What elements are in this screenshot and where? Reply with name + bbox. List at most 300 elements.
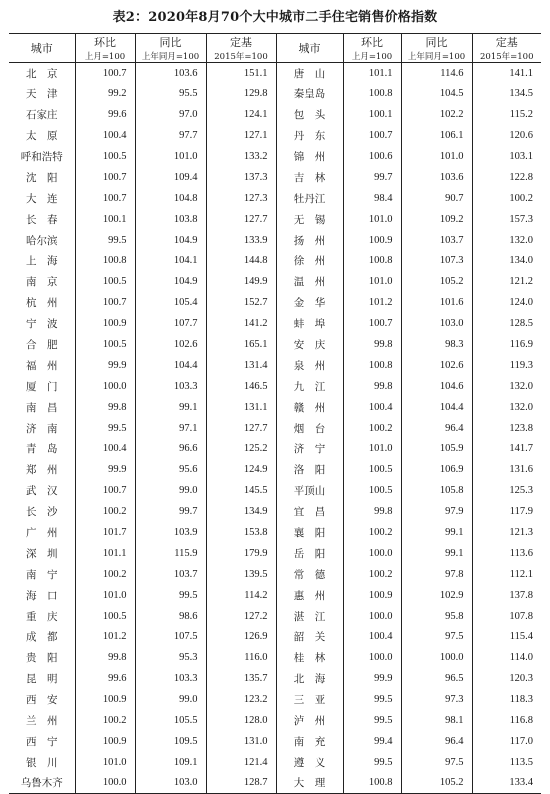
subheader-base-right: 2015年=100 [472,50,541,63]
right-mom-cell: 98.4 [343,188,401,209]
left-base-cell: 144.8 [206,251,276,272]
left-base-cell: 116.0 [206,647,276,668]
left-yoy-cell: 102.6 [135,334,206,355]
right-base-cell: 107.8 [472,606,541,627]
table-row [9,83,541,104]
table-row [9,104,541,125]
left-base-cell: 152.7 [206,292,276,313]
table-row [9,627,541,648]
left-mom-cell: 100.9 [75,313,135,334]
left-mom-cell: 100.9 [75,689,135,710]
left-city-cell: 郑 州 [26,464,58,477]
right-yoy-cell: 105.2 [401,271,472,292]
right-yoy-cell: 105.8 [401,480,472,501]
right-base-cell: 125.3 [472,480,541,501]
table-row [9,146,541,167]
left-mom-cell: 99.5 [75,230,135,251]
right-city-cell: 湛 江 [276,606,343,627]
left-yoy-cell: 95.6 [135,459,206,480]
right-yoy-cell: 103.7 [401,230,472,251]
left-base-cell: 139.5 [206,564,276,585]
left-yoy-cell: 101.0 [135,146,206,167]
right-base-cell: 117.9 [472,501,541,522]
right-yoy-cell: 95.8 [401,606,472,627]
right-yoy-cell: 97.9 [401,501,472,522]
right-city-cell: 泉 州 [276,355,343,376]
left-mom-cell: 101.7 [75,522,135,543]
left-yoy-cell: 99.0 [135,480,206,501]
right-city-cell: 赣 州 [276,397,343,418]
right-mom-cell: 99.9 [343,668,401,689]
left-base-cell: 133.9 [206,230,276,251]
right-city-cell: 洛 阳 [276,459,343,480]
left-base-cell: 131.1 [206,397,276,418]
right-yoy-cell: 109.2 [401,209,472,230]
left-city-cell: 贵 阳 [26,652,58,665]
left-yoy-cell: 95.5 [135,83,206,104]
table-row [9,731,541,752]
left-city-cell: 宁 波 [26,318,58,331]
left-base-cell: 127.7 [206,418,276,439]
subheader-base-left: 2015年=100 [206,50,276,63]
right-yoy-cell: 100.0 [401,647,472,668]
left-base-cell: 131.4 [206,355,276,376]
right-yoy-cell: 114.6 [401,63,472,84]
right-mom-cell: 100.2 [343,522,401,543]
right-base-cell: 118.3 [472,689,541,710]
right-mom-cell: 101.1 [343,63,401,84]
right-city-cell: 无 锡 [276,209,343,230]
right-base-cell: 115.2 [472,104,541,125]
table-row [9,418,541,439]
table-row [9,522,541,543]
left-city-cell: 重 庆 [26,610,58,623]
left-base-cell: 134.9 [206,501,276,522]
left-city-cell: 乌鲁木齐 [9,773,75,794]
header-base-right: 定基 [472,34,541,51]
right-mom-cell: 100.1 [343,104,401,125]
table-row [9,480,541,501]
right-city-cell: 九 江 [276,376,343,397]
table-row [9,188,541,209]
right-mom-cell: 99.8 [343,376,401,397]
table-row [9,355,541,376]
left-mom-cell: 99.6 [75,104,135,125]
right-city-cell: 常 德 [276,564,343,585]
right-mom-cell: 99.7 [343,167,401,188]
left-mom-cell: 100.2 [75,501,135,522]
left-yoy-cell: 105.5 [135,710,206,731]
right-city-cell: 三 亚 [276,689,343,710]
left-base-cell: 123.2 [206,689,276,710]
table-row [9,689,541,710]
subheader-yoy-right: 上年同月=100 [401,50,472,63]
right-base-cell: 117.0 [472,731,541,752]
left-city-cell: 南 京 [26,276,58,289]
right-mom-cell: 100.5 [343,459,401,480]
left-base-cell: 133.2 [206,146,276,167]
left-base-cell: 124.9 [206,459,276,480]
right-city-cell: 北 海 [276,668,343,689]
left-city-cell: 长 春 [26,213,58,226]
left-yoy-cell: 98.6 [135,606,206,627]
left-city-cell: 青 岛 [26,443,58,456]
right-yoy-cell: 98.1 [401,710,472,731]
left-yoy-cell: 109.5 [135,731,206,752]
right-city-cell: 包 头 [276,104,343,125]
header-mom-left: 环比 [75,34,135,51]
right-mom-cell: 100.5 [343,480,401,501]
left-base-cell: 149.9 [206,271,276,292]
right-yoy-cell: 96.4 [401,731,472,752]
right-yoy-cell: 105.9 [401,439,472,460]
right-city-cell: 泸 州 [276,710,343,731]
left-mom-cell: 99.8 [75,647,135,668]
subheader-mom-right: 上月=100 [343,50,401,63]
left-mom-cell: 100.7 [75,292,135,313]
left-city-cell: 银 川 [26,756,58,769]
right-base-cell: 132.0 [472,230,541,251]
left-base-cell: 127.2 [206,606,276,627]
left-mom-cell: 100.5 [75,146,135,167]
right-yoy-cell: 99.1 [401,522,472,543]
right-city-cell: 南 充 [276,731,343,752]
table-row [9,501,541,522]
left-base-cell: 128.0 [206,710,276,731]
left-yoy-cell: 109.1 [135,752,206,773]
right-base-cell: 141.1 [472,63,541,84]
left-city-cell: 上 海 [26,255,58,268]
left-city-cell: 深 圳 [26,547,58,560]
left-mom-cell: 100.7 [75,167,135,188]
right-base-cell: 124.0 [472,292,541,313]
right-base-cell: 116.9 [472,334,541,355]
right-yoy-cell: 106.9 [401,459,472,480]
right-base-cell: 100.2 [472,188,541,209]
right-mom-cell: 100.0 [343,647,401,668]
table-row [9,334,541,355]
left-base-cell: 114.2 [206,585,276,606]
left-city-cell: 大 连 [26,192,58,205]
table-row [9,543,541,564]
right-base-cell: 115.4 [472,627,541,648]
right-mom-cell: 101.0 [343,439,401,460]
left-yoy-cell: 99.1 [135,397,206,418]
right-yoy-cell: 97.8 [401,564,472,585]
right-base-cell: 137.8 [472,585,541,606]
left-base-cell: 135.7 [206,668,276,689]
table-row [9,292,541,313]
left-yoy-cell: 103.8 [135,209,206,230]
left-mom-cell: 100.7 [75,480,135,501]
right-mom-cell: 100.8 [343,83,401,104]
right-base-cell: 112.1 [472,564,541,585]
right-mom-cell: 100.4 [343,397,401,418]
table-row [9,63,541,84]
right-city-cell: 岳 阳 [276,543,343,564]
right-mom-cell: 100.9 [343,230,401,251]
left-yoy-cell: 104.8 [135,188,206,209]
right-mom-cell: 100.9 [343,585,401,606]
table-row [9,439,541,460]
table-row [9,397,541,418]
right-city-cell: 襄 阳 [276,522,343,543]
left-city-cell: 兰 州 [26,715,58,728]
left-yoy-cell: 103.0 [135,773,206,794]
table-row [9,668,541,689]
table-row [9,459,541,480]
right-city-cell: 唐 山 [276,63,343,84]
header-mom-right: 环比 [343,34,401,51]
left-yoy-cell: 115.9 [135,543,206,564]
right-mom-cell: 100.6 [343,146,401,167]
right-yoy-cell: 101.6 [401,292,472,313]
left-mom-cell: 100.7 [75,188,135,209]
left-city-cell: 沈 阳 [26,171,58,184]
right-yoy-cell: 97.5 [401,627,472,648]
left-yoy-cell: 99.7 [135,501,206,522]
right-base-cell: 113.6 [472,543,541,564]
right-mom-cell: 100.0 [343,606,401,627]
table-row [9,209,541,230]
table-row [9,585,541,606]
right-yoy-cell: 97.5 [401,752,472,773]
left-mom-cell: 99.2 [75,83,135,104]
left-mom-cell: 100.9 [75,731,135,752]
left-yoy-cell: 107.7 [135,313,206,334]
left-yoy-cell: 103.6 [135,63,206,84]
left-mom-cell: 100.2 [75,564,135,585]
left-city-cell: 西 安 [26,694,58,707]
right-yoy-cell: 90.7 [401,188,472,209]
left-mom-cell: 100.8 [75,251,135,272]
right-yoy-cell: 103.6 [401,167,472,188]
left-city-cell: 福 州 [26,359,58,372]
left-mom-cell: 100.5 [75,271,135,292]
table-row [9,647,541,668]
right-mom-cell: 99.8 [343,501,401,522]
left-mom-cell: 100.0 [75,773,135,794]
right-mom-cell: 99.8 [343,334,401,355]
left-yoy-cell: 96.6 [135,439,206,460]
table-row [9,230,541,251]
table-row [9,251,541,272]
left-mom-cell: 99.9 [75,459,135,480]
right-city-cell: 锦 州 [276,146,343,167]
subheader-mom-left: 上月=100 [75,50,135,63]
right-city-cell: 牡丹江 [276,188,343,209]
left-mom-cell: 100.2 [75,710,135,731]
left-base-cell: 141.2 [206,313,276,334]
left-yoy-cell: 99.5 [135,585,206,606]
left-mom-cell: 101.0 [75,585,135,606]
left-mom-cell: 99.8 [75,397,135,418]
right-mom-cell: 100.0 [343,543,401,564]
left-city-cell: 济 南 [26,422,58,435]
left-base-cell: 179.9 [206,543,276,564]
table-row [9,606,541,627]
table-row [9,125,541,146]
right-yoy-cell: 104.6 [401,376,472,397]
left-mom-cell: 100.1 [75,209,135,230]
right-base-cell: 116.8 [472,710,541,731]
left-city-cell: 杭 州 [26,297,58,310]
left-yoy-cell: 104.9 [135,230,206,251]
left-yoy-cell: 103.9 [135,522,206,543]
left-yoy-cell: 107.5 [135,627,206,648]
left-city-cell: 太 原 [26,130,58,143]
right-city-cell: 蚌 埠 [276,313,343,334]
right-city-cell: 烟 台 [276,418,343,439]
right-mom-cell: 101.2 [343,292,401,313]
right-city-cell: 吉 林 [276,167,343,188]
left-city-cell: 哈尔滨 [26,234,58,247]
left-base-cell: 121.4 [206,752,276,773]
table-header [9,34,541,63]
header-city-left: 城市 [30,42,53,55]
left-mom-cell: 100.7 [75,63,135,84]
left-city-cell: 北 京 [26,67,58,80]
right-base-cell: 134.0 [472,251,541,272]
right-yoy-cell: 98.3 [401,334,472,355]
left-base-cell: 124.1 [206,104,276,125]
left-mom-cell: 100.0 [75,376,135,397]
right-yoy-cell: 102.9 [401,585,472,606]
left-city-cell: 昆 明 [26,673,58,686]
table-row [9,376,541,397]
right-city-cell: 丹 东 [276,125,343,146]
left-yoy-cell: 105.4 [135,292,206,313]
right-base-cell: 132.0 [472,376,541,397]
subheader-yoy-left: 上年同月=100 [135,50,206,63]
left-city-cell: 海 口 [26,589,58,602]
right-mom-cell: 99.5 [343,689,401,710]
right-city-cell: 韶 关 [276,627,343,648]
left-city-cell: 西 宁 [26,735,58,748]
header-city-right: 城市 [276,34,343,63]
right-yoy-cell: 101.0 [401,146,472,167]
right-city-cell: 安 庆 [276,334,343,355]
right-city-cell: 徐 州 [276,251,343,272]
right-base-cell: 114.0 [472,647,541,668]
right-city-cell: 济 宁 [276,439,343,460]
right-base-cell: 157.3 [472,209,541,230]
left-yoy-cell: 103.3 [135,376,206,397]
left-city-cell: 南 宁 [26,568,58,581]
right-base-cell: 131.6 [472,459,541,480]
right-city-cell: 金 华 [276,292,343,313]
left-mom-cell: 101.0 [75,752,135,773]
right-yoy-cell: 97.3 [401,689,472,710]
right-city-cell: 宜 昌 [276,501,343,522]
right-city-cell: 遵 义 [276,752,343,773]
right-base-cell: 119.3 [472,355,541,376]
right-yoy-cell: 106.1 [401,125,472,146]
right-mom-cell: 100.2 [343,418,401,439]
left-mom-cell: 100.4 [75,439,135,460]
left-city-cell: 天 津 [26,88,58,101]
left-mom-cell: 99.9 [75,355,135,376]
left-base-cell: 129.8 [206,83,276,104]
right-base-cell: 120.6 [472,125,541,146]
table-body [9,63,541,794]
left-city-cell: 呼和浩特 [20,151,63,163]
left-base-cell: 151.1 [206,63,276,84]
left-base-cell: 127.1 [206,125,276,146]
left-city-cell: 广 州 [26,527,58,540]
right-mom-cell: 99.5 [343,752,401,773]
left-mom-cell: 100.4 [75,125,135,146]
left-yoy-cell: 109.4 [135,167,206,188]
right-yoy-cell: 99.1 [401,543,472,564]
table-row [9,710,541,731]
table-row [9,167,541,188]
left-base-cell: 153.8 [206,522,276,543]
right-city-cell: 温 州 [276,271,343,292]
right-base-cell: 132.0 [472,397,541,418]
right-city-cell: 平顶山 [276,480,343,501]
table-row [9,271,541,292]
left-base-cell: 125.2 [206,439,276,460]
right-base-cell: 120.3 [472,668,541,689]
right-mom-cell: 100.8 [343,355,401,376]
left-base-cell: 127.3 [206,188,276,209]
right-base-cell: 121.2 [472,271,541,292]
right-base-cell: 123.8 [472,418,541,439]
left-yoy-cell: 97.1 [135,418,206,439]
right-city-cell: 扬 州 [276,230,343,251]
left-city-cell: 石家庄 [26,109,58,122]
left-yoy-cell: 97.0 [135,104,206,125]
right-mom-cell: 99.5 [343,710,401,731]
left-mom-cell: 100.5 [75,334,135,355]
left-city-cell: 长 沙 [26,506,58,519]
right-base-cell: 128.5 [472,313,541,334]
left-mom-cell: 101.2 [75,627,135,648]
left-yoy-cell: 103.7 [135,564,206,585]
right-mom-cell: 100.2 [343,564,401,585]
table-title: 表2：2020年8月70个大中城市二手住宅销售价格指数 [112,10,438,25]
left-yoy-cell: 104.9 [135,271,206,292]
left-base-cell: 165.1 [206,334,276,355]
right-base-cell: 113.5 [472,752,541,773]
right-city-cell: 惠 州 [276,585,343,606]
left-yoy-cell: 95.3 [135,647,206,668]
left-base-cell: 131.0 [206,731,276,752]
left-city-cell: 南 昌 [26,401,58,414]
left-mom-cell: 99.5 [75,418,135,439]
right-mom-cell: 99.4 [343,731,401,752]
right-mom-cell: 100.7 [343,313,401,334]
right-yoy-cell: 96.5 [401,668,472,689]
left-yoy-cell: 104.4 [135,355,206,376]
left-yoy-cell: 103.3 [135,668,206,689]
right-mom-cell: 100.8 [343,251,401,272]
right-mom-cell: 101.0 [343,271,401,292]
left-yoy-cell: 104.1 [135,251,206,272]
right-mom-cell: 101.0 [343,209,401,230]
right-yoy-cell: 105.2 [401,773,472,794]
right-yoy-cell: 104.5 [401,83,472,104]
left-yoy-cell: 99.0 [135,689,206,710]
price-index-table [9,33,541,794]
left-mom-cell: 101.1 [75,543,135,564]
left-base-cell: 128.7 [206,773,276,794]
right-city-cell: 桂 林 [276,647,343,668]
left-mom-cell: 99.6 [75,668,135,689]
left-city-cell: 合 肥 [26,339,58,352]
right-mom-cell: 100.7 [343,125,401,146]
